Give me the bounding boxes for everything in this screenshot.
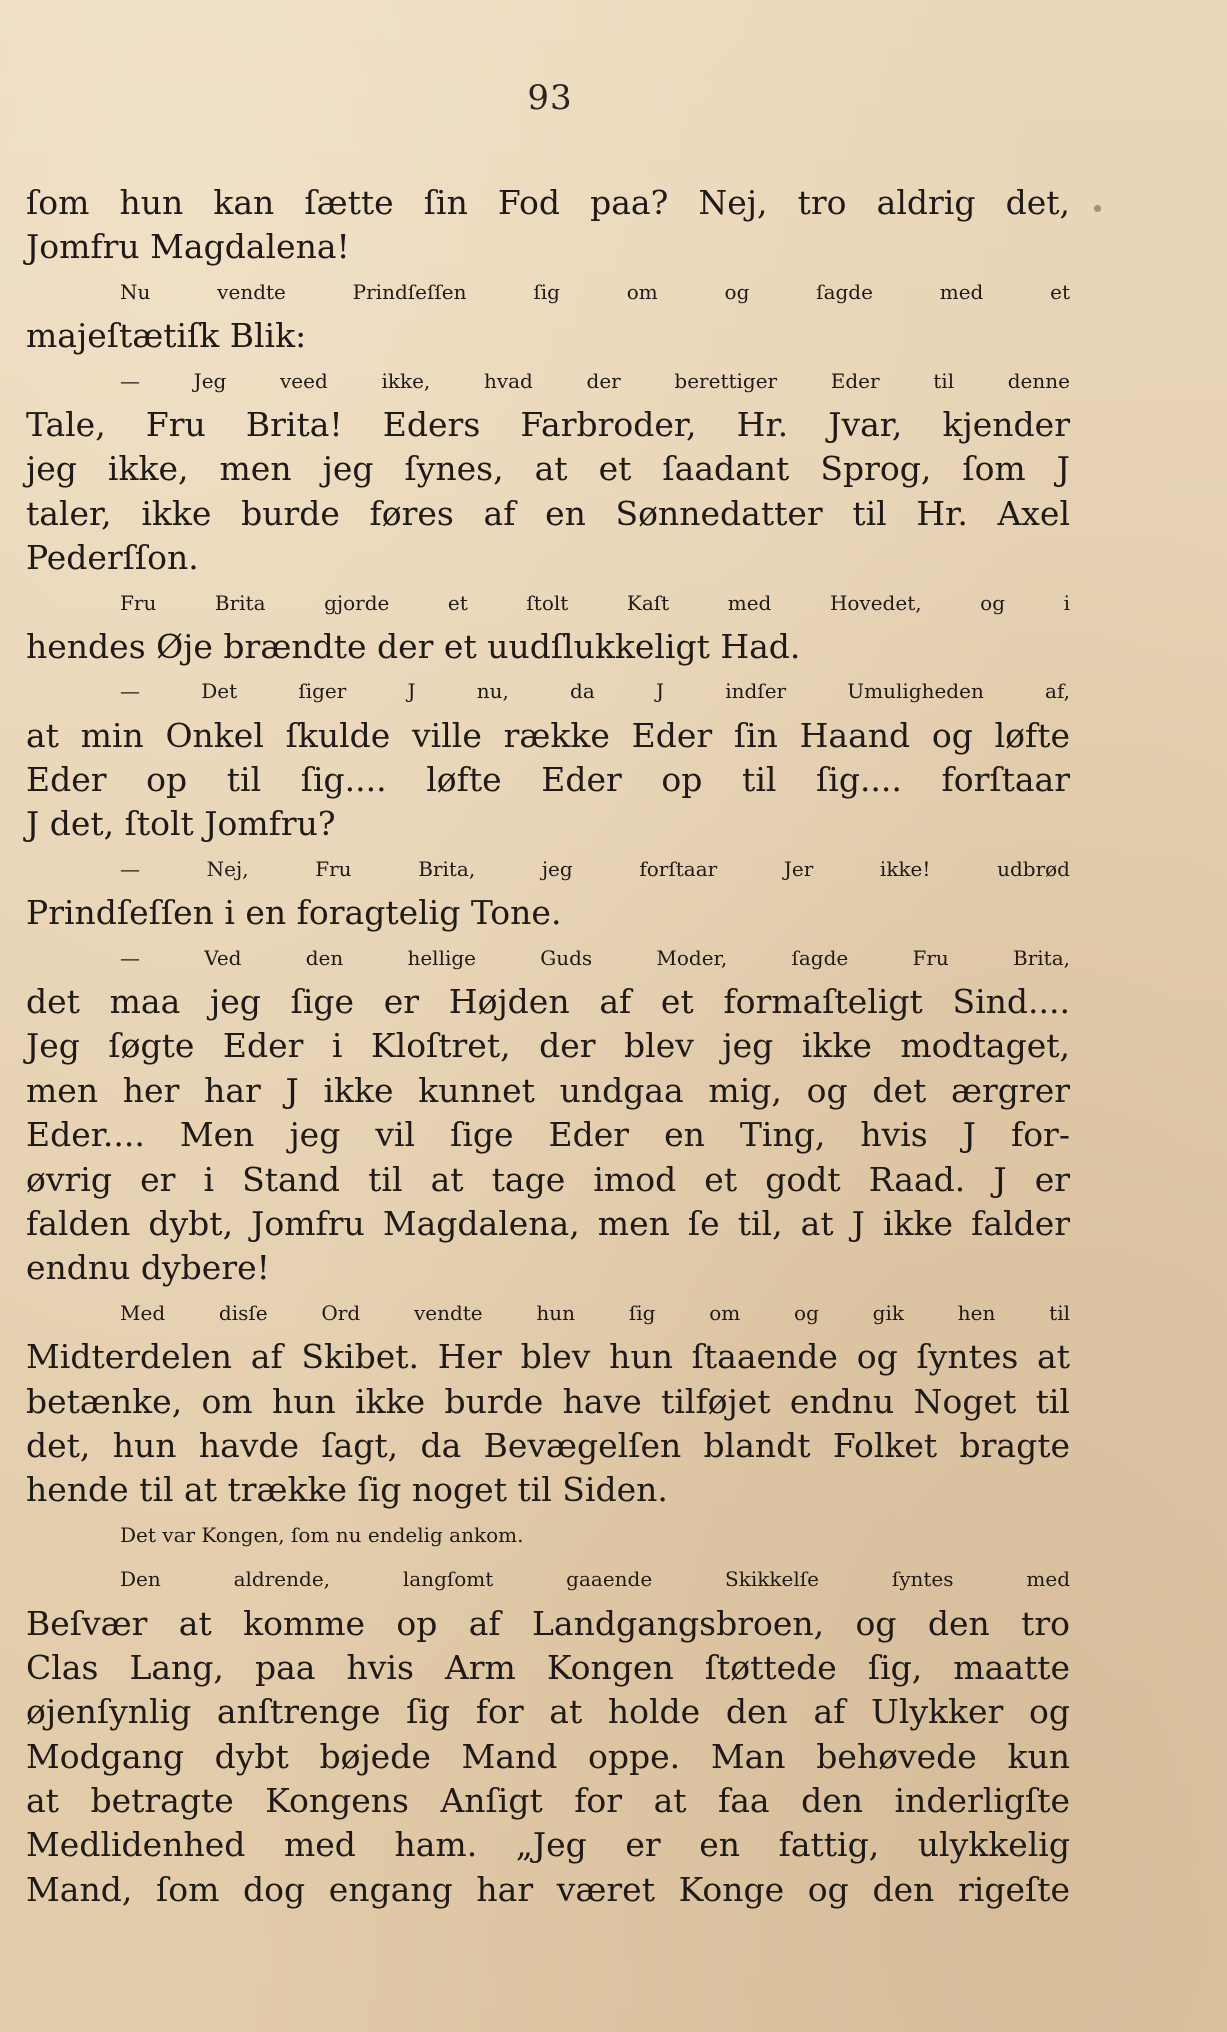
text-line: Clas Lang, paa hvis Arm Kongen ſtøttede ſig, maatte xyxy=(26,1647,1070,1687)
text-line: — Jeg veed ikke, hvad der berettiger Eder til denne xyxy=(120,368,1070,393)
text-line: — Nej, Fru Brita, jeg forſtaar Jer ikke! udbrød xyxy=(120,856,1070,881)
text-line: Jomfru Magdalena! xyxy=(26,227,350,267)
text-line: Eder.... Men jeg vil ſige Eder en Ting, hvis J for- xyxy=(26,1115,1070,1155)
text-line: endnu dybere! xyxy=(26,1248,270,1288)
text-line: Pederſſon. xyxy=(26,538,199,578)
text-line: Den aldrende, langſomt gaaende Skikkelſe ſyntes med xyxy=(120,1567,1070,1592)
text-line: men her har J ikke kunnet undgaa mig, og det ærgrer xyxy=(26,1070,1070,1110)
text-line: Fru Brita gjorde et ſtolt Kaſt med Hovedet, og i xyxy=(120,590,1070,615)
text-line: Modgang dybt bøjede Mand oppe. Man behøvede kun xyxy=(26,1736,1070,1776)
text-line: Mand, ſom dog engang har været Konge og den rigeſte xyxy=(26,1869,1070,1909)
text-line: — Det ſiger J nu, da J indſer Umuligheden af, xyxy=(120,679,1070,704)
text-line: majeſtætiſk Blik: xyxy=(26,316,307,356)
text-line: Prindſeſſen i en foragtelig Tone. xyxy=(26,893,562,933)
text-line: Eder op til ſig.... løfte Eder op til ſig.... forſtaar xyxy=(26,760,1070,800)
text-line: øvrig er i Stand til at tage imod et godt Raad. J er xyxy=(26,1159,1070,1199)
text-line: det, hun havde ſagt, da Bevægelſen blandt Folket bragte xyxy=(26,1425,1070,1465)
text-line: øjenſynlig anſtrenge ſig for at holde den af Ulykker og xyxy=(26,1692,1070,1732)
text-line: hendes Øje brændte der et uudſlukkeligt Had. xyxy=(26,626,801,666)
text-line: Beſvær at komme op af Landgangsbroen, og den tro xyxy=(26,1603,1070,1643)
text-line: at min Onkel ſkulde ville række Eder ſin Haand og løfte xyxy=(26,715,1070,755)
text-line: falden dybt, Jomfru Magdalena, men ſe til, at J ikke falder xyxy=(26,1203,1070,1243)
text-line: Midterdelen af Skibet. Her blev hun ſtaaende og ſyntes at xyxy=(26,1337,1070,1377)
text-line: hende til at trække ſig noget til Siden. xyxy=(26,1470,668,1510)
text-line: Nu vendte Prindſeſſen ſig om og ſagde med et xyxy=(120,279,1070,304)
text-line: J det, ſtolt Jomfru? xyxy=(26,804,336,844)
page-number: 93 xyxy=(527,78,573,118)
text-line: Det var Kongen, ſom nu endelig ankom. xyxy=(120,1522,524,1547)
text-line: taler, ikke burde føres af en Sønnedatter til Hr. Axel xyxy=(26,493,1070,533)
paper-speck xyxy=(1094,205,1101,212)
text-line: at betragte Kongens Anſigt for at faa den inderligſte xyxy=(26,1781,1070,1821)
text-line: Tale, Fru Brita! Eders Farbroder, Hr. Jvar, kjender xyxy=(26,404,1070,444)
text-line: Medlidenhed med ham. „Jeg er en fattig, ulykkelig xyxy=(26,1825,1070,1865)
body-text xyxy=(26,181,1070,1912)
text-line: Med disſe Ord vendte hun ſig om og gik hen til xyxy=(120,1300,1070,1325)
text-line: jeg ikke, men jeg ſynes, at et ſaadant Sprog, ſom J xyxy=(26,449,1070,489)
text-line: betænke, om hun ikke burde have tilføjet endnu Noget til xyxy=(26,1381,1070,1421)
text-line: det maa jeg ſige er Højden af et formaſteligt Sind.... xyxy=(26,982,1070,1022)
text-line: Jeg ſøgte Eder i Kloſtret, der blev jeg ikke modtaget, xyxy=(26,1026,1070,1066)
text-line: ſom hun kan ſætte ſin Fod paa? Nej, tro aldrig det, xyxy=(26,183,1070,222)
text-line: — Ved den hellige Guds Moder, ſagde Fru Brita, xyxy=(120,945,1070,970)
